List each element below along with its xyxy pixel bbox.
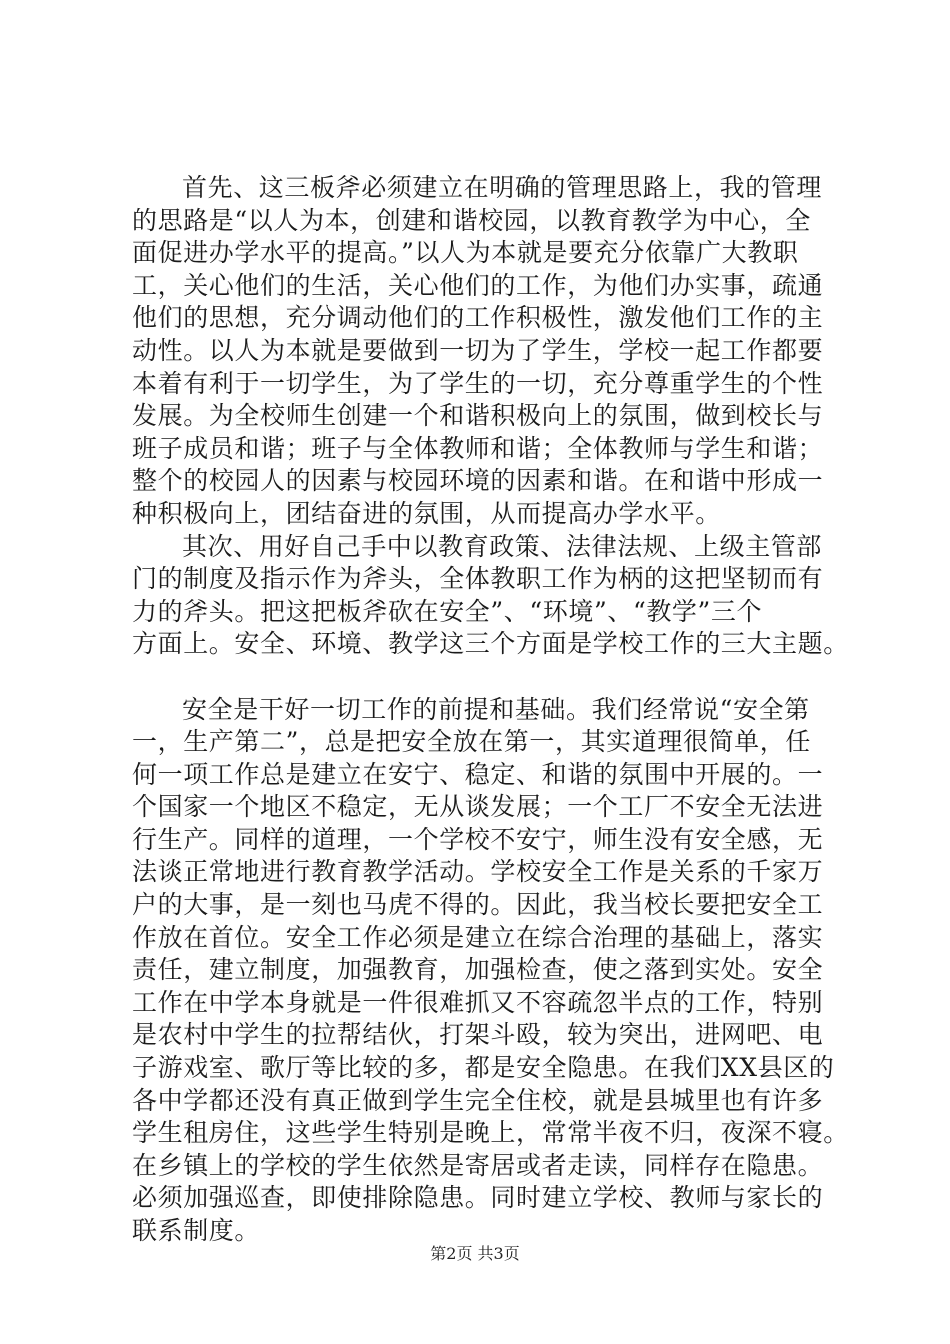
paragraph-1-line: 面促进办学水平的提高。”以人为本就是要充分依靠广大教职 [132,238,799,268]
paragraph-3-line: 在乡镇上的学校的学生依然是寄居或者走读，同样存在隐患。 [132,1150,824,1180]
paragraph-3-line: 户的大事，是一刻也马虎不得的。因此，我当校长要把安全工 [132,890,824,920]
paragraph-2-line: 方面上。安全、环境、教学这三个方面是学校工作的三大主题。 [132,629,849,659]
paragraph-1-line: 他们的思想，充分调动他们的工作积极性，激发他们工作的主 [132,303,824,333]
paragraph-3-line: 何一项工作总是建立在安宁、稳定、和谐的氛围中开展的。一 [132,759,824,789]
paragraph-3-line: 必须加强巡查，即使排除隐患。同时建立学校、教师与家长的 [132,1183,824,1213]
paragraph-3-line: 行生产。同样的道理，一个学校不安宁，师生没有安全感，无 [132,824,824,854]
paragraph-3-line: 安全是干好一切工作的前提和基础。我们经常说“安全第 [182,694,810,724]
paragraph-3-line: 学生租房住，这些学生特别是晚上，常常半夜不归，夜深不寝。 [132,1118,849,1148]
paragraph-3-line: 是农村中学生的拉帮结伙，打架斗殴，较为突出，进网吧、电 [132,1020,824,1050]
paragraph-2-line: 门的制度及指示作为斧头，全体教职工作为柄的这把坚韧而有 [132,564,824,594]
paragraph-1-line: 整个的校园人的因素与校园环境的因素和谐。在和谐中形成一 [132,466,824,496]
paragraph-1-line: 种积极向上，团结奋进的氛围，从而提高办学水平。 [132,498,721,528]
paragraph-1-line: 班子成员和谐；班子与全体教师和谐；全体教师与学生和谐； [132,433,824,463]
paragraph-3-line: 联系制度。 [132,1216,261,1245]
paragraph-3-line: 子游戏室、歌厅等比较的多，都是安全隐患。在我们XX县区的 [132,1053,835,1083]
paragraph-3-line: 各中学都还没有真正做到学生完全住校，就是县城里也有许多 [132,1085,824,1115]
paragraph-3-line: 个国家一个地区不稳定，无从谈发展；一个工厂不安全无法进 [132,792,824,822]
page-number-footer: 第2页 共3页 [430,1244,520,1263]
paragraph-3-line: 工作在中学本身就是一件很难抓又不容疏忽半点的工作，特别 [132,987,824,1017]
paragraph-3-line: 一，生产第二”，总是把安全放在第一，其实道理很简单，任 [132,727,811,757]
paragraph-1-line: 工，关心他们的生活，关心他们的工作，为他们办实事，疏通 [132,270,824,300]
paragraph-3-line: 责任，建立制度，加强教育，加强检查，使之落到实处。安全 [132,955,824,985]
paragraph-1-line: 的思路是“以人为本，创建和谐校园，以教育教学为中心，全 [132,205,811,235]
document-body [132,172,852,1248]
paragraph-2-line: 力的斧头。把这把板斧砍在安全”、“环境”、“教学”三个 [132,596,763,626]
paragraph-3-line: 法谈正常地进行教育教学活动。学校安全工作是关系的千家万 [132,857,824,887]
paragraph-1-line: 首先、这三板斧必须建立在明确的管理思路上，我的管理 [182,173,823,202]
paragraph-spacer [132,661,852,694]
paragraph-1-line: 发展。为全校师生创建一个和谐积极向上的氛围，做到校长与 [132,401,824,431]
paragraph-1-line: 本着有利于一切学生，为了学生的一切，充分尊重学生的个性 [132,368,824,398]
paragraph-3-line: 作放在首位。安全工作必须是建立在综合治理的基础上，落实 [132,922,824,952]
paragraph-1-line: 动性。以人为本就是要做到一切为了学生，学校一起工作都要 [132,335,824,365]
paragraph-2-line: 其次、用好自己手中以教育政策、法律法规、上级主管部 [182,531,823,561]
